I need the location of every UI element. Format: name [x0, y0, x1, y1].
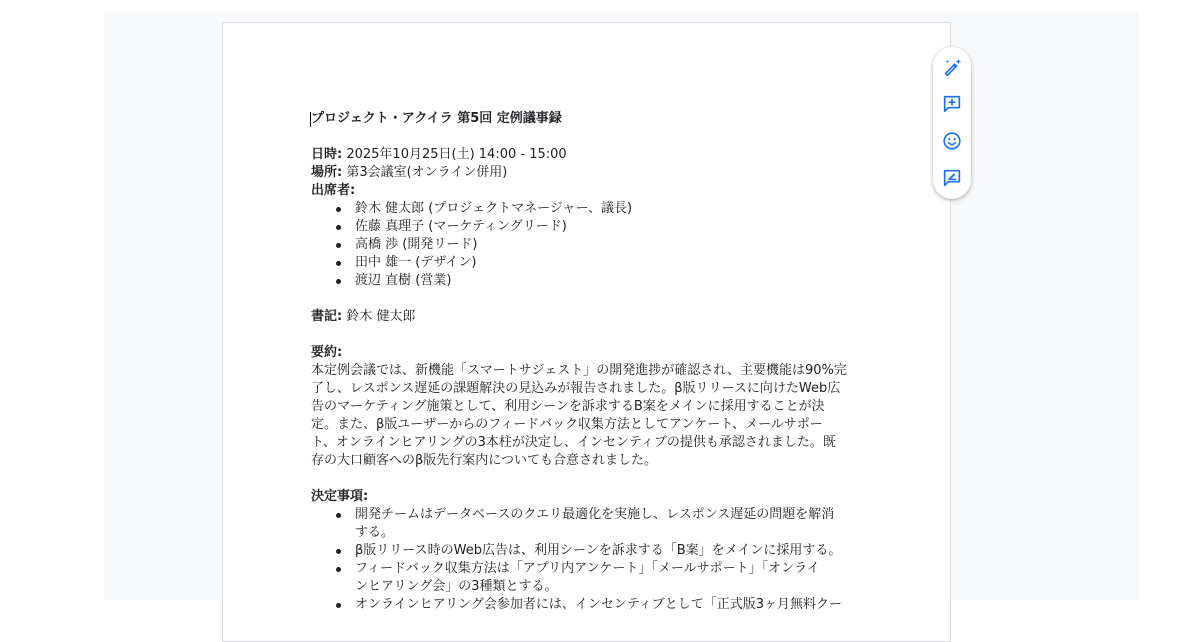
summary-text [311, 362, 871, 470]
place-value: 第3会議室(オンライン併用) [342, 165, 508, 180]
emoji-reaction-icon [941, 130, 963, 152]
list-item [311, 542, 871, 560]
text-cursor [310, 112, 311, 127]
decision-line: する。 [355, 525, 395, 540]
summary-label: 要約: [311, 345, 343, 360]
list-item: 佐藤 真理子 (マーケティングリード) [311, 218, 871, 236]
secretary-line [311, 308, 871, 326]
emoji-reaction-button[interactable] [940, 129, 964, 153]
side-action-toolbar [933, 47, 971, 199]
list-item: 田中 雄一 (デザイン) [311, 254, 871, 272]
decision-line: 開発チームはデータベースのクエリ最適化を実施し、レスポンス遅延の問題を解消 [355, 507, 835, 522]
decisions-label: 決定事項: [311, 489, 369, 504]
document-canvas [104, 11, 1139, 612]
date-label: 日時: [311, 147, 343, 162]
attendees-label: 出席者: [311, 183, 356, 198]
summary-line: 存の大口顧客へのβ版先行案内についても合意されました。 [311, 453, 658, 468]
list-item [311, 596, 871, 614]
document-body[interactable] [311, 110, 871, 614]
place-line [311, 164, 871, 182]
place-label: 場所: [311, 165, 343, 180]
add-comment-icon [941, 93, 963, 115]
summary-line: 告のマーケティング施策として、利用シーンを訴求するB案をメインに採用することが決 [311, 399, 825, 414]
list-item: 渡辺 直樹 (営業) [311, 272, 871, 290]
suggest-edits-icon [941, 167, 963, 189]
document-page[interactable] [222, 22, 951, 642]
date-line [311, 146, 871, 164]
add-comment-button[interactable] [940, 92, 964, 116]
decision-line: β版リリース時のWeb広告は、利用シーンを訴求する「B案」をメインに採用する。 [355, 543, 842, 558]
attendees-list [311, 200, 871, 290]
summary-line: 定。また、β版ユーザーからのフィードバック収集方法としてアンケート、メールサポー [311, 417, 823, 432]
suggest-edits-button[interactable] [940, 166, 964, 190]
list-item: 高橋 渉 (開発リード) [311, 236, 871, 254]
list-item [311, 506, 871, 542]
decision-line: オンラインヒアリング会参加者には、インセンティブとして「正式版3ヶ月無料クー [355, 597, 843, 612]
decision-line: ンヒアリング会」の3種類とする。 [355, 579, 558, 594]
decisions-list [311, 506, 871, 614]
summary-line: 了し、レスポンス遅延の課題解決の見込みが報告されました。β版リリースに向けたWeb広 [311, 381, 841, 396]
summary-line: ト、オンラインヒアリングの3本柱が決定し、インセンティブの提供も承認されました。既 [311, 435, 836, 450]
list-item: 鈴木 健太郎 (プロジェクトマネージャー、議長) [311, 200, 871, 218]
magic-edit-button[interactable] [940, 55, 964, 79]
summary-line: 本定例会議では、新機能「スマートサジェスト」の開発進捗が確認され、主要機能は90%完 [311, 363, 847, 378]
document-title: プロジェクト・アクイラ 第5回 定例議事録 [311, 111, 562, 126]
date-value: 2025年10月25日(土) 14:00 - 15:00 [342, 147, 567, 162]
secretary-label: 書記: [311, 309, 343, 324]
magic-edit-icon [941, 56, 963, 78]
secretary-value: 鈴木 健太郎 [342, 309, 416, 324]
decision-line: フィードバック収集方法は「アプリ内アンケート」「メールサポート」「オンライ [355, 561, 820, 576]
list-item [311, 560, 871, 596]
